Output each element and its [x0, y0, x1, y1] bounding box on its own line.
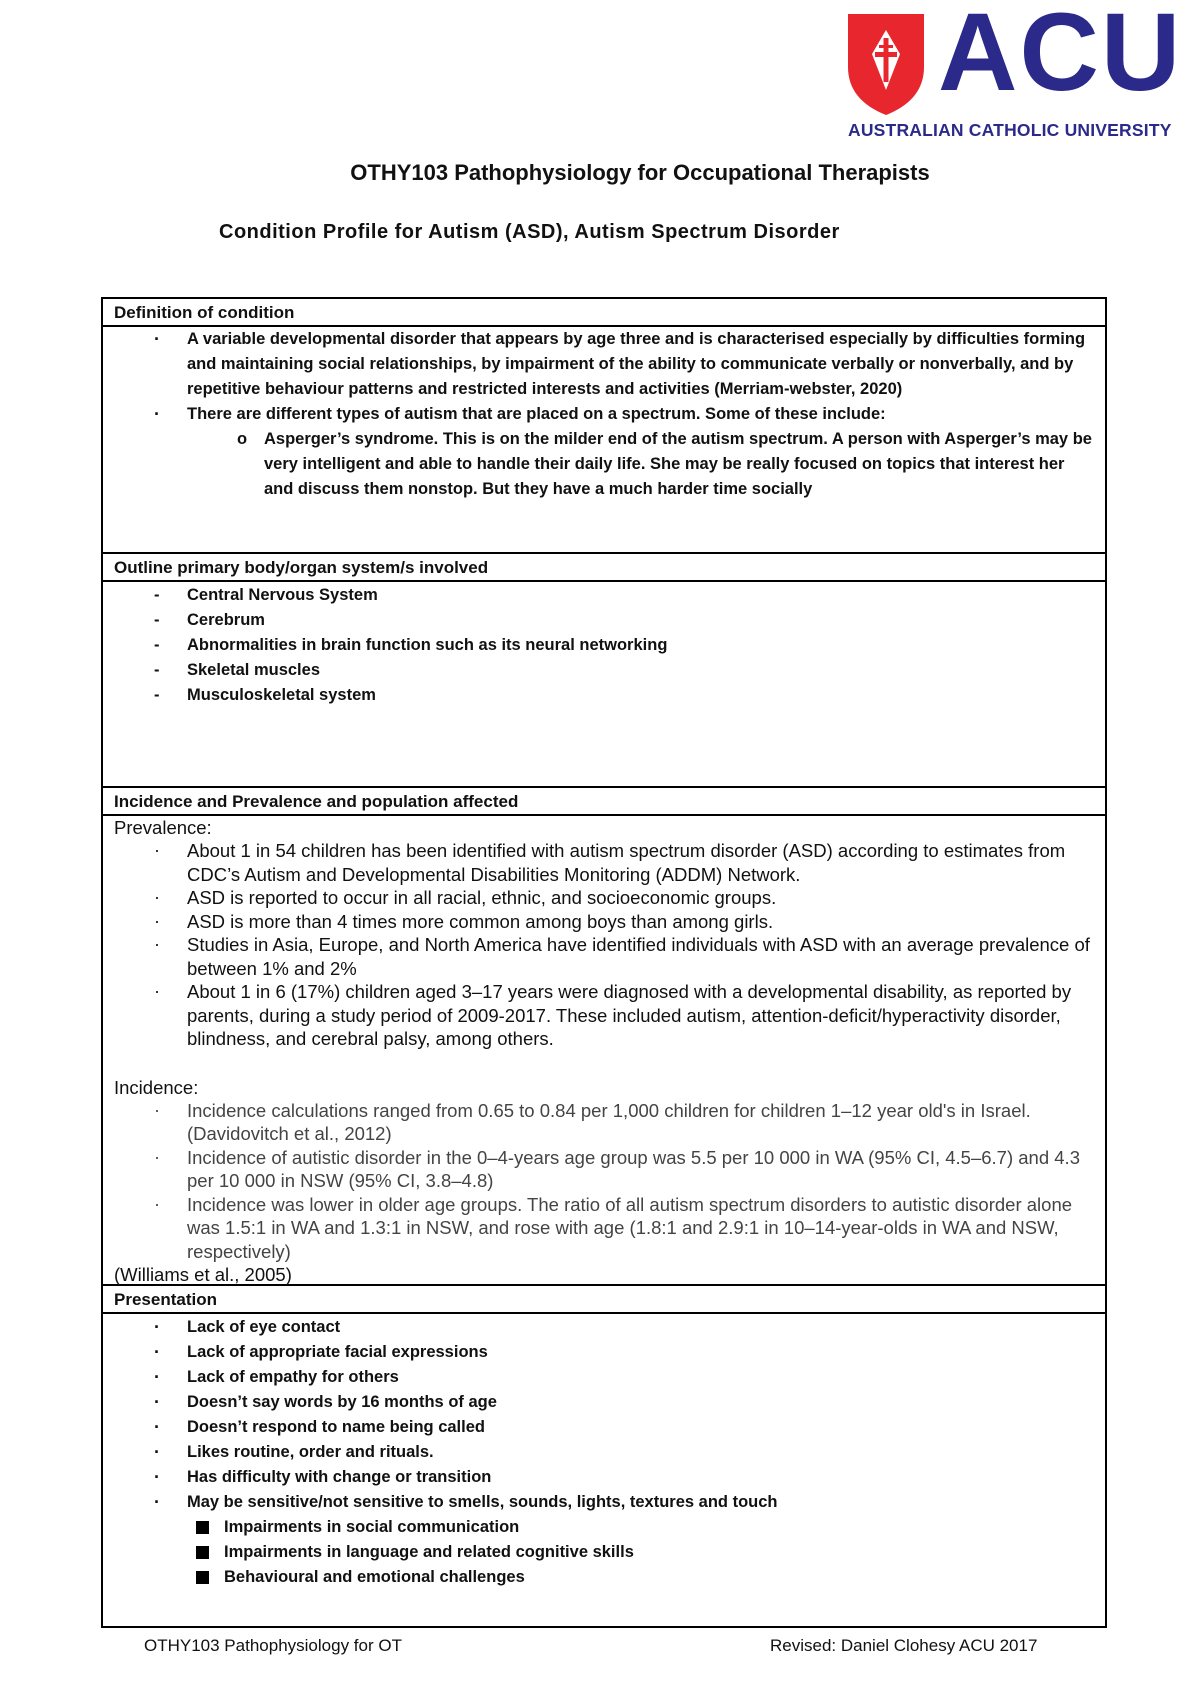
list-item: · A variable developmental disorder that appears by age three and is characterised especially by difficulties forming and maintaining social relationships, by impairment of the ability to communicate verbally or nonverbally, and by repetitive behaviour patterns and restricted interests and activities (Merriam-webster, 2020) — [114, 327, 1095, 402]
shield-cross-icon — [846, 12, 926, 117]
list-item: · Incidence was lower in older age groups. The ratio of all autism spectrum disorders to autistic disorder alone was 1.5:1 in WA and 1.3:1 in NSW, and rose with age (1.8:1 and 2.9:1 in 10–14-year-olds in WA and NSW, respectively) — [114, 1193, 1095, 1264]
list-item: · Lack of eye contact — [114, 1315, 1095, 1340]
incidence-heading: Incidence and Prevalence and population affected — [103, 788, 1105, 816]
list-item: · There are different types of autism that are placed on a spectrum. Some of these include: — [114, 402, 1095, 427]
list-item: · Doesn’t respond to name being called — [114, 1415, 1095, 1440]
definition-section — [103, 299, 1105, 552]
acu-logo — [846, 0, 1196, 142]
list-item: o Asperger’s syndrome. This is on the milder end of the autism spectrum. A person with Asperger’s may be very intelligent and able to handle their daily life. She may be really focused on topics that interest her and discuss them nonstop. But they have a much harder time socially — [114, 427, 1095, 502]
incidence-section — [103, 786, 1105, 1284]
list-item: - Skeletal muscles — [114, 658, 1095, 683]
definition-list — [114, 327, 1095, 427]
list-item: · Incidence of autistic disorder in the 0–4-years age group was 5.5 per 10 000 in WA (95% CI, 4.5–6.7) and 4.3 per 10 000 in NSW (95% CI, 3.8–4.8) — [114, 1146, 1095, 1193]
list-item: Impairments in social communication — [114, 1515, 1095, 1540]
presentation-heading: Presentation — [103, 1286, 1105, 1314]
document-subtitle: Condition Profile for Autism (ASD), Autism Spectrum Disorder — [219, 221, 840, 243]
list-item: · Has difficulty with change or transition — [114, 1465, 1095, 1490]
presentation-sublist — [114, 1515, 1095, 1590]
footer-course: OTHY103 Pathophysiology for OT — [144, 1636, 402, 1655]
condition-profile-table — [101, 297, 1107, 1628]
definition-heading: Definition of condition — [103, 299, 1105, 327]
systems-body — [103, 582, 1105, 786]
document-title: OTHY103 Pathophysiology for Occupational Therapists — [350, 160, 930, 185]
prevalence-list — [114, 839, 1095, 1051]
logo-wordmark: ACU — [938, 0, 1183, 114]
list-item: · ASD is more than 4 times more common among boys than among girls. — [114, 910, 1095, 934]
list-item: · Lack of empathy for others — [114, 1365, 1095, 1390]
definition-sublist — [114, 427, 1095, 502]
list-item: · Studies in Asia, Europe, and North America have identified individuals with ASD with an average prevalence of between 1% and 2% — [114, 933, 1095, 980]
systems-heading: Outline primary body/organ system/s involved — [103, 554, 1105, 582]
list-item: - Musculoskeletal system — [114, 683, 1095, 708]
systems-section — [103, 552, 1105, 786]
footer-revised: Revised: Daniel Clohesy ACU 2017 — [770, 1636, 1038, 1655]
list-item: · Doesn’t say words by 16 months of age — [114, 1390, 1095, 1415]
list-item: · About 1 in 6 (17%) children aged 3–17 years were diagnosed with a developmental disability, as reported by parents, during a study period of 2009-2017. These included autism, attention-deficit/hyperactivity disorder, blindness, and cerebral palsy, among others. — [114, 980, 1095, 1051]
list-item: - Cerebrum — [114, 608, 1095, 633]
list-item: · ASD is reported to occur in all racial, ethnic, and socioeconomic groups. — [114, 886, 1095, 910]
prevalence-label: Prevalence: — [114, 817, 212, 838]
systems-list — [114, 583, 1095, 708]
list-item: - Central Nervous System — [114, 583, 1095, 608]
incidence-list — [114, 1099, 1095, 1264]
presentation-list — [114, 1315, 1095, 1515]
logo-subtitle: AUSTRALIAN CATHOLIC UNIVERSITY — [848, 120, 1172, 140]
incidence-label: Incidence: — [114, 1076, 199, 1098]
list-item: · Lack of appropriate facial expressions — [114, 1340, 1095, 1365]
presentation-section — [103, 1284, 1105, 1626]
list-item: Behavioural and emotional challenges — [114, 1565, 1095, 1590]
list-item: - Abnormalities in brain function such as its neural networking — [114, 633, 1095, 658]
list-item: · About 1 in 54 children has been identified with autism spectrum disorder (ASD) according to estimates from CDC’s Autism and Developmental Disabilities Monitoring (ADDM) Network. — [114, 839, 1095, 886]
list-item: · May be sensitive/not sensitive to smells, sounds, lights, textures and touch — [114, 1490, 1095, 1515]
definition-body — [103, 327, 1105, 552]
list-item: Impairments in language and related cognitive skills — [114, 1540, 1095, 1565]
list-item: · Likes routine, order and rituals. — [114, 1440, 1095, 1465]
list-item: · Incidence calculations ranged from 0.65 to 0.84 per 1,000 children for children 1–12 year old's in Israel. (Davidovitch et al., 2012) — [114, 1099, 1095, 1146]
incidence-body — [103, 816, 1105, 1284]
incidence-citation: (Williams et al., 2005) — [114, 1264, 292, 1285]
presentation-body — [103, 1314, 1105, 1626]
